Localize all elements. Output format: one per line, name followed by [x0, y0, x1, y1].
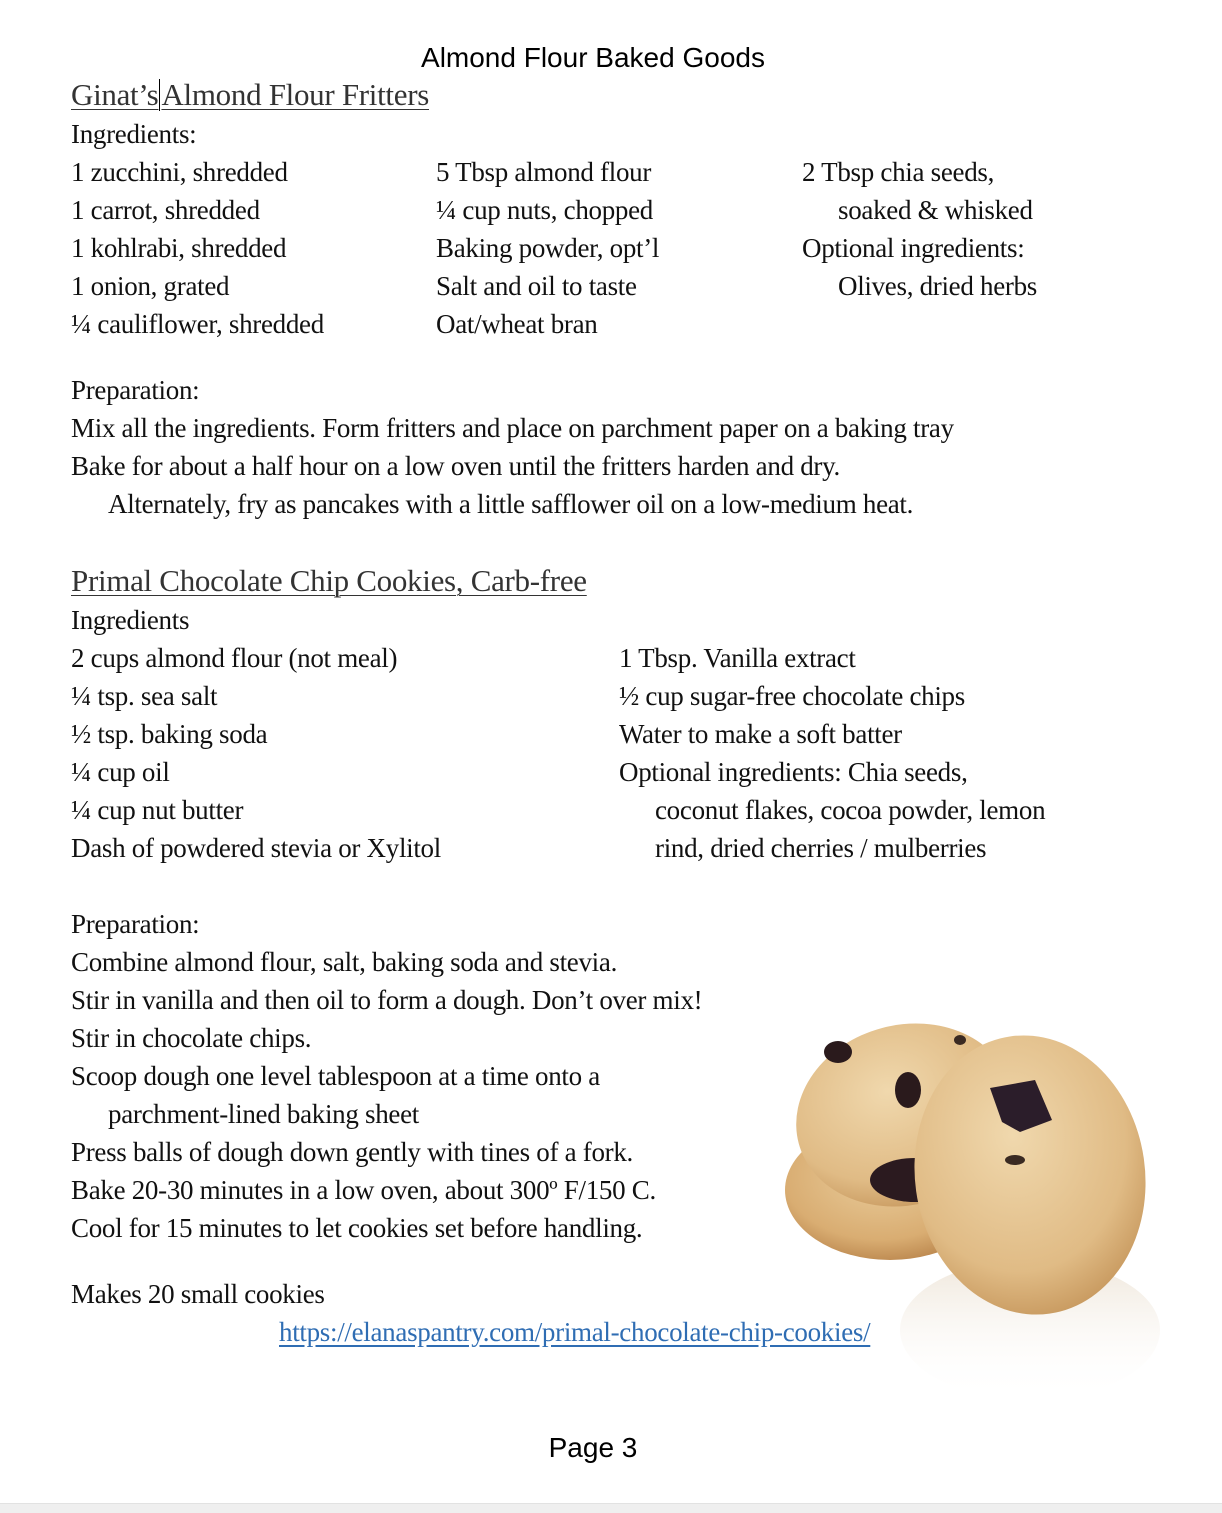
recipe1-ingredient: Baking powder, opt’l — [436, 233, 660, 263]
recipe2-ingredient: 1 Tbsp. Vanilla extract — [619, 643, 856, 673]
recipe2-step: Stir in vanilla and then oil to form a dough. Don’t over mix! — [71, 985, 703, 1015]
recipe2-ingredient: Water to make a soft batter — [619, 719, 902, 749]
recipe2-step: Bake 20-30 minutes in a low oven, about 300º F/150 C. — [71, 1175, 656, 1205]
recipe1-preparation-label: Preparation: — [71, 375, 200, 405]
recipe1-title — [71, 76, 429, 114]
recipe2-step: Stir in chocolate chips. — [71, 1023, 312, 1053]
source-link[interactable]: https://elanaspantry.com/primal-chocolate-chip-cookies/ — [279, 1317, 871, 1347]
recipe2-step: Cool for 15 minutes to let cookies set before handling. — [71, 1213, 643, 1243]
recipe1-ingredients-label: Ingredients: — [71, 119, 197, 149]
recipe2-yield: Makes 20 small cookies — [71, 1279, 325, 1309]
recipe2-ingredient: Dash of powdered stevia or Xylitol — [71, 833, 441, 863]
recipe1-title-part1: Ginat’s — [71, 77, 159, 112]
recipe2-preparation-label: Preparation: — [71, 909, 200, 939]
recipe1-ingredient: ¼ cup nuts, chopped — [436, 195, 654, 225]
recipe1-ingredient: 2 Tbsp chia seeds, — [802, 157, 995, 187]
page-number: Page 3 — [548, 1432, 638, 1463]
recipe2-step: Press balls of dough down gently with tines of a fork. — [71, 1137, 633, 1167]
chocolate-chip — [1005, 1155, 1025, 1165]
recipe1-step: Alternately, fry as pancakes with a little safflower oil on a low-medium heat. — [108, 489, 914, 519]
recipe2-ingredient: ½ tsp. baking soda — [71, 719, 268, 749]
recipe1-ingredient: Olives, dried herbs — [838, 271, 1038, 301]
header-title: Almond Flour Baked Goods — [421, 42, 765, 73]
recipe1-ingredient: ¼ cauliflower, shredded — [71, 309, 324, 339]
recipe1-ingredient: 5 Tbsp almond flour — [436, 157, 652, 187]
recipe1-ingredient: 1 onion, grated — [71, 271, 230, 301]
recipe2-ingredient: ¼ cup oil — [71, 757, 170, 787]
recipe2-step: Scoop dough one level tablespoon at a time onto a — [71, 1061, 600, 1091]
recipe2-step: parchment-lined baking sheet — [108, 1099, 419, 1129]
recipe2-ingredient: rind, dried cherries / mulberries — [655, 833, 987, 863]
recipe2-ingredient: coconut flakes, cocoa powder, lemon — [655, 795, 1046, 825]
recipe1-step: Bake for about a half hour on a low oven until the fritters harden and dry. — [71, 451, 841, 481]
recipe2-title: Primal Chocolate Chip Cookies, Carb-free — [71, 563, 587, 598]
recipe1-ingredient: 1 carrot, shredded — [71, 195, 260, 225]
recipe2-optional-label: Optional ingredients: Chia seeds, — [619, 757, 968, 787]
recipe2-ingredient: 2 cups almond flour (not meal) — [71, 643, 398, 673]
recipe1-ingredient: 1 zucchini, shredded — [71, 157, 288, 187]
recipe2-ingredients-label: Ingredients — [71, 605, 190, 635]
recipe1-ingredient: Oat/wheat bran — [436, 309, 598, 339]
chocolate-chip — [824, 1041, 852, 1063]
recipe2-ingredient: ¼ tsp. sea salt — [71, 681, 218, 711]
chocolate-chip — [895, 1072, 921, 1108]
recipe2-step: Combine almond flour, salt, baking soda and stevia. — [71, 947, 618, 977]
recipe2-ingredient: ¼ cup nut butter — [71, 795, 244, 825]
recipe1-step: Mix all the ingredients. Form fritters and place on parchment paper on a baking tray — [71, 413, 954, 443]
recipe1-ingredient: Salt and oil to taste — [436, 271, 637, 301]
recipe1-optional-label: Optional ingredients: — [802, 233, 1025, 263]
recipe1-title-part2: Almond Flour Fritters — [161, 77, 429, 112]
recipe1-ingredient: 1 kohlrabi, shredded — [71, 233, 287, 263]
recipe2-ingredient: ½ cup sugar-free chocolate chips — [619, 681, 965, 711]
chocolate-chip — [954, 1035, 966, 1045]
recipe1-ingredient: soaked & whisked — [838, 195, 1033, 225]
